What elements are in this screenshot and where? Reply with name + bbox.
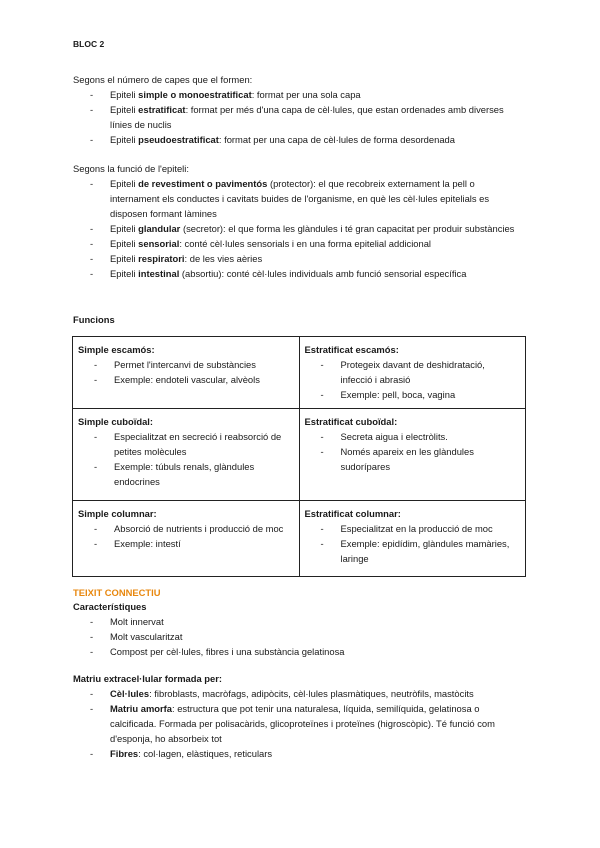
list-item: - Protegeix davant de deshidratació, infecció i abrasió xyxy=(305,357,520,387)
list-item: - Epiteli glandular (secretor): el que forma les glàndules i té gran capacitat per produir substàncies xyxy=(90,221,522,236)
caracteristiques-list xyxy=(90,614,520,659)
cell-title: Estratificat cuboïdal: xyxy=(304,416,398,427)
list-item: - Especialitzat en secreció i reabsorció de petites molècules xyxy=(78,429,293,459)
page-header: BLOC 2 xyxy=(73,39,105,49)
list-item: - Epiteli simple o monoestratificat: format per una sola capa xyxy=(90,87,515,102)
table-cell xyxy=(73,501,300,577)
list-item: - Exemple: túbuls renals, glàndules endocrines xyxy=(78,459,293,489)
table-cell xyxy=(73,337,300,409)
cell-title: Simple cuboïdal: xyxy=(78,416,154,427)
funcions-table xyxy=(72,336,526,577)
list-item: - Epiteli respiratori: de les vies aèries xyxy=(90,251,522,266)
funcio-list xyxy=(90,176,522,281)
list-item: - Fibres: col·lagen, elàstiques, reticulars xyxy=(90,746,526,761)
list-item: - Epiteli sensorial: conté cèl·lules sensorials i en una forma epitelial addicional xyxy=(90,236,522,251)
capes-heading: Segons el número de capes que el formen: xyxy=(73,74,253,85)
list-item: - Especialitzat en la producció de moc xyxy=(305,521,520,536)
list-item: - Secreta aigua i electròlits. xyxy=(305,429,520,444)
table-row xyxy=(73,501,526,577)
table-cell xyxy=(299,501,526,577)
caracteristiques-heading: Característiques xyxy=(73,601,147,612)
table-row xyxy=(73,409,526,501)
cell-title: Estratificat columnar: xyxy=(304,508,401,519)
list-item: - Molt vascularitzat xyxy=(90,629,520,644)
capes-list xyxy=(90,87,515,147)
list-item: - Compost per cèl·lules, fibres i una substància gelatinosa xyxy=(90,644,520,659)
list-item: - Exemple: epidídim, glàndules mamàries, laringe xyxy=(305,536,520,566)
table-cell xyxy=(73,409,300,501)
list-item: - Molt innervat xyxy=(90,614,520,629)
funcio-heading: Segons la funció de l'epiteli: xyxy=(73,163,189,174)
table-cell xyxy=(299,409,526,501)
list-item: - Epiteli estratificat: format per més d'una capa de cèl·lules, que estan ordenades amb diverses línies de nuclis xyxy=(90,102,515,132)
list-item: - Exemple: intestí xyxy=(78,536,293,551)
list-item: - Absorció de nutrients i producció de moc xyxy=(78,521,293,536)
list-item: - Exemple: endoteli vascular, alvèols xyxy=(78,372,293,387)
cell-title: Simple columnar: xyxy=(78,508,157,519)
cell-title: Estratificat escamós: xyxy=(304,344,399,355)
list-item: - Cèl·lules: fibroblasts, macròfags, adipòcits, cèl·lules plasmàtiques, neutròfils, mastòcits xyxy=(90,686,526,701)
matriu-heading: Matriu extracel·lular formada per: xyxy=(73,673,223,684)
list-item: - Permet l'intercanvi de substàncies xyxy=(78,357,293,372)
table-row xyxy=(73,337,526,409)
matriu-list xyxy=(90,686,526,761)
list-item: - Epiteli de revestiment o pavimentós (protector): el que recobreix externament la pell o internament els conductes i cavitats buides de l'organisme, en què les cèl·lules epitelials es disposen formant làmines xyxy=(90,176,522,221)
list-item: - Només apareix en les glàndules sudorípares xyxy=(305,444,520,474)
list-item: - Epiteli intestinal (absortiu): conté cèl·lules individuals amb funció sensorial específica xyxy=(90,266,522,281)
table-cell xyxy=(299,337,526,409)
funcions-heading: Funcions xyxy=(73,314,115,325)
list-item: - Epiteli pseudoestratificat: format per una capa de cèl·lules de forma desordenada xyxy=(90,132,515,147)
list-item: - Matriu amorfa: estructura que pot tenir una naturalesa, líquida, semilíquida, gelatinosa o calcificada. Formada per polisacàrids, glicoproteïnes i proteïnes (higroscòpic). Té funció com d'esponja, ho absorbeix tot xyxy=(90,701,526,746)
cell-title: Simple escamós: xyxy=(78,344,155,355)
connectiu-title: TEIXIT CONNECTIU xyxy=(73,587,161,598)
list-item: - Exemple: pell, boca, vagina xyxy=(305,387,520,402)
